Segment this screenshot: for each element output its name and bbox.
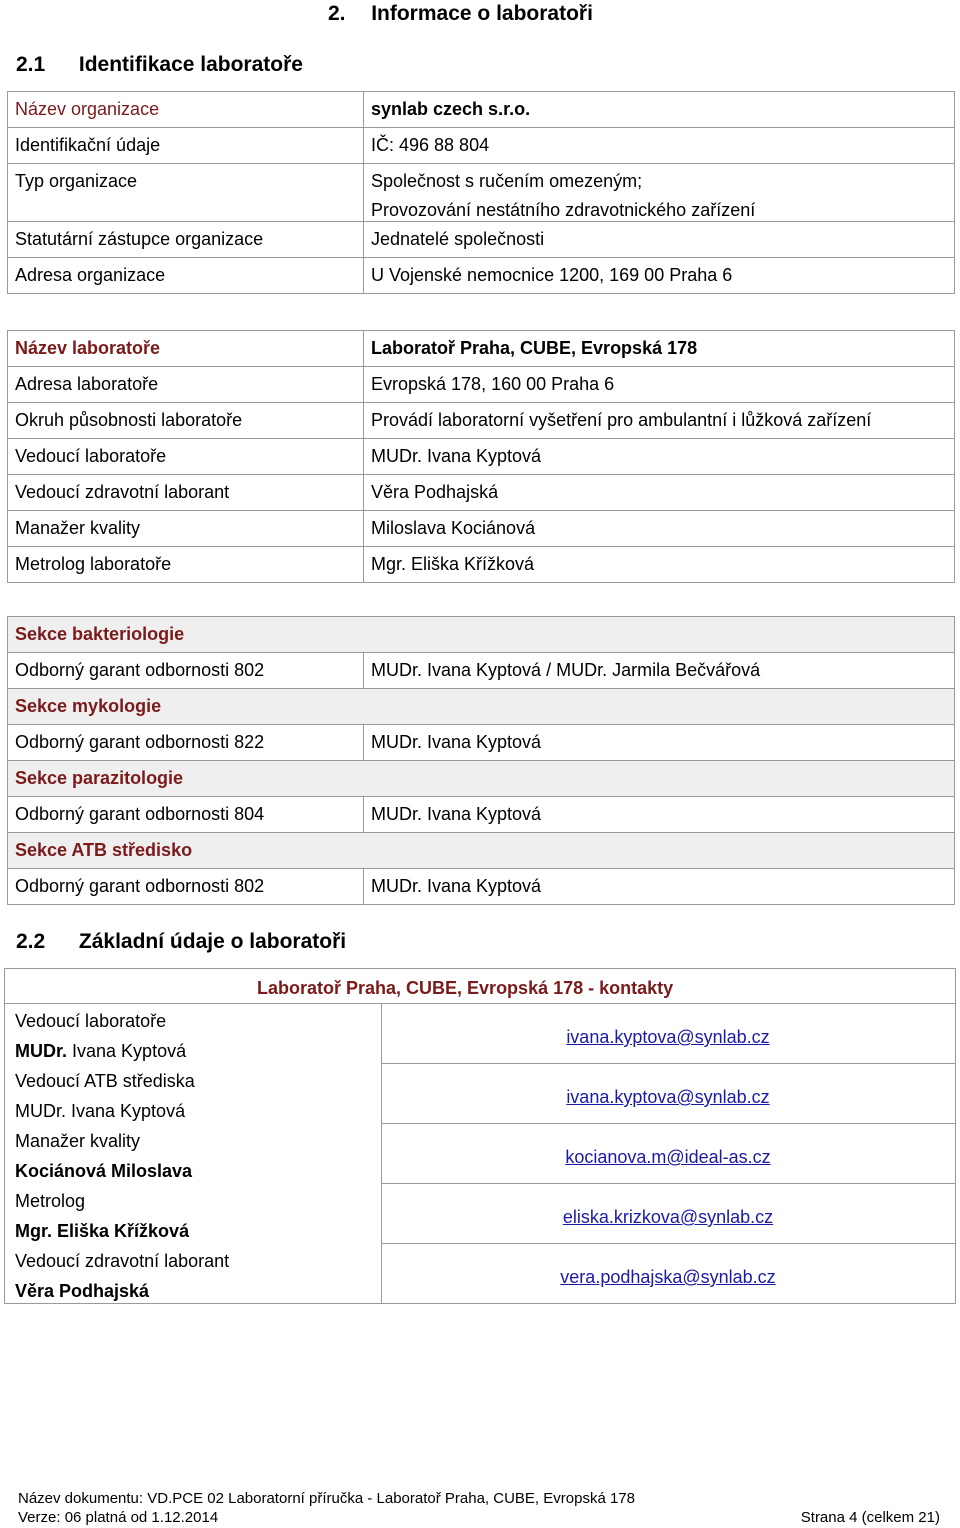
contact-name — [15, 1101, 185, 1122]
section-value: MUDr. Ivana Kyptová — [364, 725, 955, 761]
org-value-line: Společnost s ručením omezeným; — [371, 171, 643, 191]
lab-row — [8, 331, 955, 367]
org-label: Adresa organizace — [8, 258, 364, 294]
org-label: Typ organizace — [8, 164, 364, 222]
section-row — [8, 869, 955, 905]
footer-version: Verze: 06 platná od 1.12.2014 — [18, 1509, 219, 1526]
lab-row — [8, 475, 955, 511]
lab-row — [8, 367, 955, 403]
contacts-table — [4, 968, 956, 1304]
org-label: Identifikační údaje — [8, 128, 364, 164]
footer-page-number: Strana 4 (celkem 21) — [800, 1509, 940, 1526]
lab-value: MUDr. Ivana Kyptová — [364, 439, 955, 475]
lab-value: Laboratoř Praha, CUBE, Evropská 178 — [364, 331, 955, 367]
lab-label: Adresa laboratoře — [8, 367, 364, 403]
section-value: MUDr. Ivana Kyptová / MUDr. Jarmila Bečvářová — [364, 653, 955, 689]
contacts-divider — [381, 1123, 955, 1124]
contact-role: Manažer kvality — [15, 1131, 141, 1151]
contact-role: Vedoucí zdravotní laborant — [15, 1251, 230, 1271]
section-name: Sekce bakteriologie — [8, 617, 955, 653]
section-name: Sekce parazitologie — [8, 761, 955, 797]
contact-email-link[interactable]: kocianova.m@ideal-as.cz — [565, 1147, 771, 1167]
contact-email-link[interactable]: ivana.kyptova@synlab.cz — [566, 1087, 770, 1107]
lab-row — [8, 511, 955, 547]
lab-value: Provádí laboratorní vyšetření pro ambulantní i lůžková zařízení — [364, 403, 955, 439]
lab-value: Evropská 178, 160 00 Praha 6 — [364, 367, 955, 403]
contact-role: Vedoucí ATB střediska — [15, 1071, 195, 1091]
section-name: Sekce ATB středisko — [8, 833, 955, 869]
contact-name-rest: Ivana Kyptová — [66, 1101, 186, 1121]
section-heading — [328, 2, 593, 26]
organization-table — [7, 91, 955, 294]
lab-label: Metrolog laboratoře — [8, 547, 364, 583]
contact-name-prefix: Kociánová Miloslava — [15, 1161, 193, 1181]
contact-role: Metrolog — [15, 1191, 86, 1211]
subsection-title: Základní údaje o laboratoři — [78, 930, 347, 953]
org-value-line: Provozování nestátního zdravotnického zařízení — [371, 200, 756, 220]
contact-role: Vedoucí laboratoře — [15, 1011, 167, 1031]
section-row — [8, 725, 955, 761]
contacts-divider — [381, 1063, 955, 1064]
contact-name — [15, 1041, 186, 1062]
org-row — [8, 128, 955, 164]
lab-row — [8, 547, 955, 583]
section-value: MUDr. Ivana Kyptová — [364, 869, 955, 905]
contact-name — [15, 1161, 192, 1182]
contact-email-link[interactable]: ivana.kyptova@synlab.cz — [566, 1027, 770, 1047]
lab-row — [8, 439, 955, 475]
org-label: Název organizace — [8, 92, 364, 128]
org-value: synlab czech s.r.o. — [364, 92, 955, 128]
subsection-number: 2.2 — [16, 930, 46, 953]
org-value: Jednatelé společnosti — [364, 222, 955, 258]
contact-name-prefix: Věra Podhajská — [15, 1281, 150, 1301]
contact-name — [15, 1281, 149, 1302]
subsection-number: 2.1 — [16, 53, 46, 76]
contact-name-prefix: MUDr. — [15, 1101, 66, 1121]
lab-label: Vedoucí laboratoře — [8, 439, 364, 475]
section-label: Odborný garant odbornosti 804 — [8, 797, 364, 833]
subsection-title: Identifikace laboratoře — [78, 53, 303, 76]
laboratory-table — [7, 330, 955, 583]
contact-email-link[interactable]: vera.podhajska@synlab.cz — [560, 1267, 776, 1287]
section-row — [8, 653, 955, 689]
org-value: IČ: 496 88 804 — [364, 128, 955, 164]
lab-value: Věra Podhajská — [364, 475, 955, 511]
org-label: Statutární zástupce organizace — [8, 222, 364, 258]
footer-document-name: Název dokumentu: VD.PCE 02 Laboratorní příručka - Laboratoř Praha, CUBE, Evropská 178 — [18, 1490, 635, 1507]
lab-value: Mgr. Eliška Křížková — [364, 547, 955, 583]
contacts-header — [5, 969, 955, 1004]
section-value: MUDr. Ivana Kyptová — [364, 797, 955, 833]
section-number: 2. — [328, 2, 346, 25]
org-row — [8, 222, 955, 258]
subsection-heading-2-1 — [16, 53, 303, 77]
section-header-row — [8, 761, 955, 797]
contacts-header-title: Laboratoř Praha, CUBE, Evropská 178 - kontakty — [257, 978, 674, 998]
contact-name-prefix: MUDr. — [15, 1041, 68, 1061]
lab-value: Miloslava Kociánová — [364, 511, 955, 547]
section-label: Odborný garant odbornosti 802 — [8, 869, 364, 905]
contact-name-rest: Ivana Kyptová — [67, 1041, 187, 1061]
lab-label: Název laboratoře — [8, 331, 364, 367]
contact-email-link[interactable]: eliska.krizkova@synlab.cz — [562, 1207, 774, 1227]
section-label: Odborný garant odbornosti 822 — [8, 725, 364, 761]
contact-name — [15, 1221, 189, 1242]
org-row — [8, 92, 955, 128]
section-header-row — [8, 617, 955, 653]
contact-name-prefix: Mgr. Eliška Křížková — [15, 1221, 190, 1241]
section-header-row — [8, 833, 955, 869]
lab-label: Okruh působnosti laboratoře — [8, 403, 364, 439]
subsection-heading-2-2 — [16, 930, 346, 954]
lab-label: Vedoucí zdravotní laborant — [8, 475, 364, 511]
contacts-divider — [381, 1183, 955, 1184]
sections-table — [7, 616, 955, 905]
section-label: Odborný garant odbornosti 802 — [8, 653, 364, 689]
section-row — [8, 797, 955, 833]
org-row — [8, 258, 955, 294]
org-row — [8, 164, 955, 222]
lab-row — [8, 403, 955, 439]
org-value: U Vojenské nemocnice 1200, 169 00 Praha 6 — [364, 258, 955, 294]
contacts-divider — [381, 1243, 955, 1244]
section-header-row — [8, 689, 955, 725]
section-title: Informace o laboratoři — [371, 2, 593, 25]
section-name: Sekce mykologie — [8, 689, 955, 725]
org-value-multiline — [364, 164, 955, 222]
lab-label: Manažer kvality — [8, 511, 364, 547]
